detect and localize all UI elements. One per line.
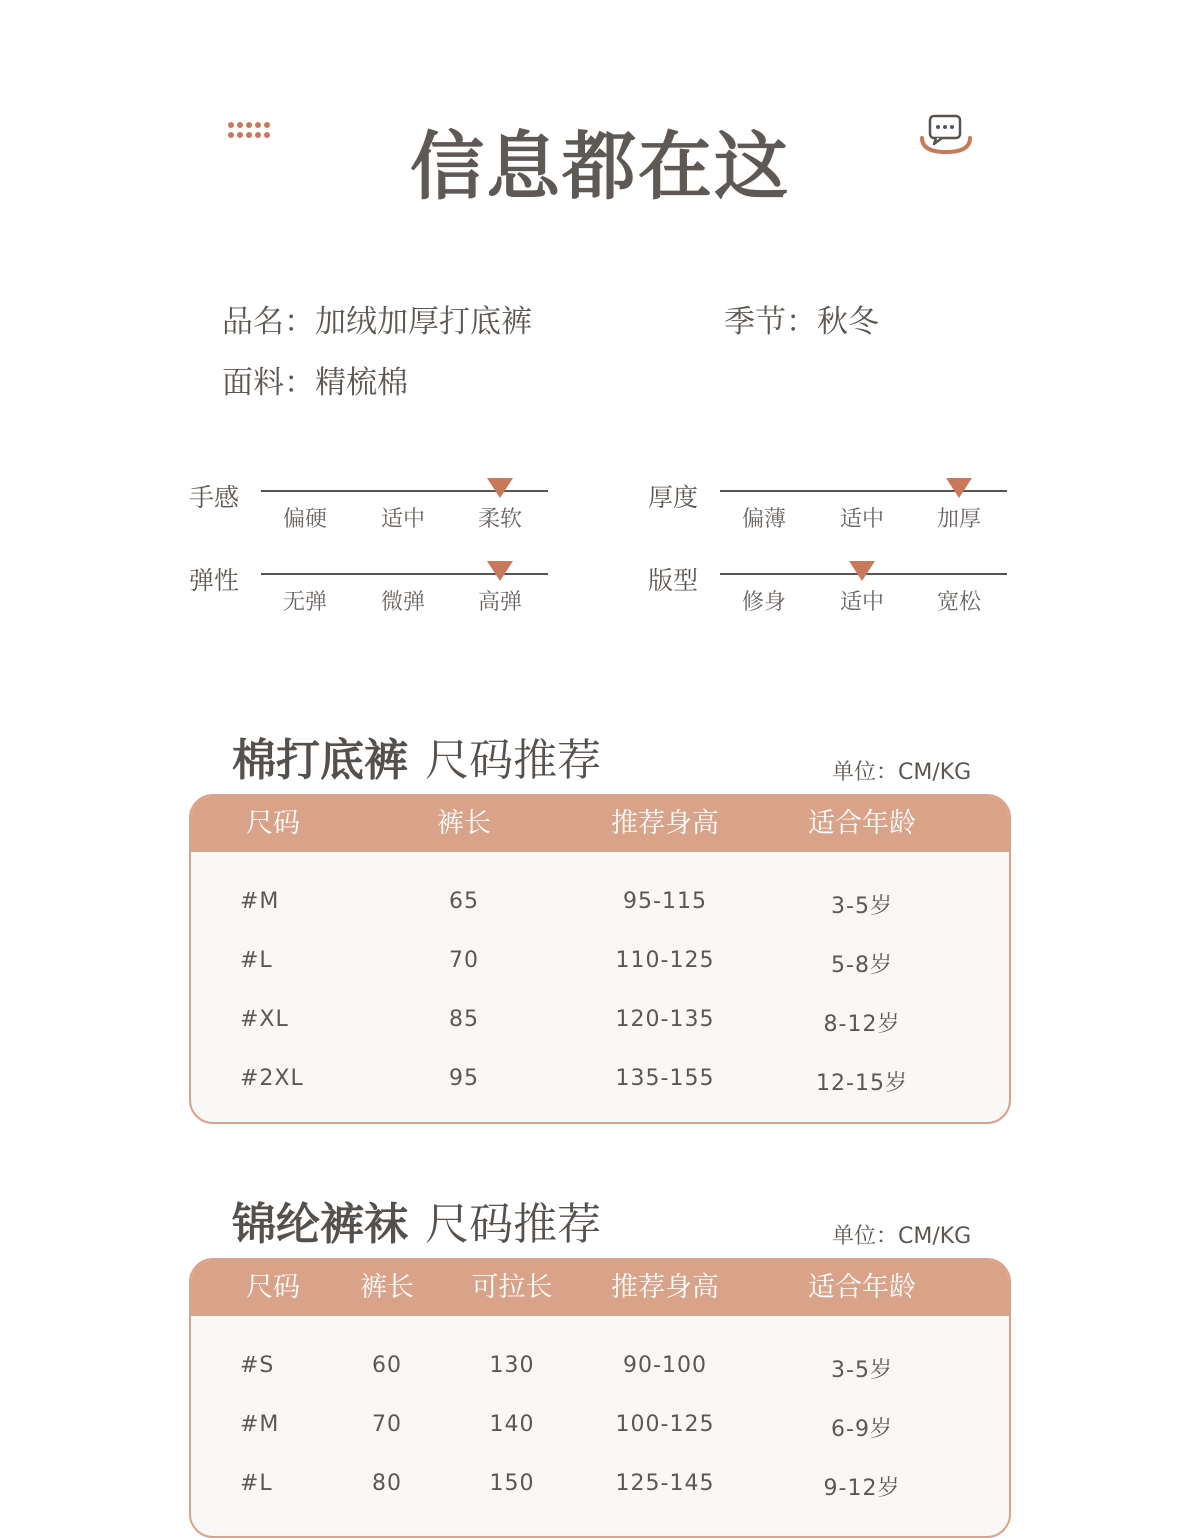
column-header: 裤长 — [360, 1272, 414, 1303]
table-cell: #S — [240, 1353, 275, 1378]
column-header: 裤长 — [437, 808, 491, 839]
table-cell: 70 — [372, 1412, 402, 1437]
scale-option: 加厚 — [936, 507, 981, 532]
table-cell: 12-15岁 — [816, 1071, 908, 1096]
table1-unit: 单位：CM/KG — [832, 760, 972, 785]
table-header — [191, 796, 1009, 852]
scale-option: 偏硬 — [282, 507, 327, 532]
column-header: 推荐身高 — [611, 808, 719, 839]
table1-title-light: 尺码推荐 — [425, 735, 602, 786]
scale-option: 宽松 — [936, 590, 981, 615]
table-cell: 135-155 — [615, 1066, 715, 1091]
table-cell: #L — [240, 948, 273, 973]
scale-label: 弹性 — [189, 566, 240, 595]
scale-option: 适中 — [380, 507, 425, 532]
table-cell: 85 — [449, 1007, 479, 1032]
scale-option: 高弹 — [477, 590, 522, 615]
table-cell: 110-125 — [615, 948, 715, 973]
table-cell: 3-5岁 — [831, 894, 893, 919]
page-title: 信息都在这 — [410, 124, 790, 210]
scale-option: 偏薄 — [741, 507, 786, 532]
chat-bubble-icon — [918, 112, 974, 158]
scale-label: 厚度 — [648, 483, 699, 512]
table-cell: 9-12岁 — [823, 1476, 901, 1501]
scale-option: 适中 — [839, 590, 884, 615]
table2-unit: 单位：CM/KG — [832, 1224, 972, 1249]
scale-marker-icon — [849, 561, 875, 581]
table-cell: 6-9岁 — [831, 1417, 893, 1442]
scale-marker-icon — [946, 478, 972, 498]
table-cell: 150 — [489, 1471, 535, 1496]
table-cell: 3-5岁 — [831, 1358, 893, 1383]
product-season: 季节：秋冬 — [724, 304, 879, 340]
table-cell: #2XL — [240, 1066, 304, 1091]
column-header: 适合年龄 — [808, 1272, 916, 1303]
scale-option: 微弹 — [380, 590, 425, 615]
product-fabric: 面料：精梳棉 — [222, 365, 408, 401]
table-cell: 8-12岁 — [823, 1012, 901, 1037]
table-cell: #M — [240, 889, 280, 914]
table-header — [191, 1260, 1009, 1316]
size-table-2 — [189, 1258, 1011, 1538]
column-header: 尺码 — [246, 808, 300, 839]
scale-marker-icon — [487, 478, 513, 498]
table-cell: 120-135 — [615, 1007, 715, 1032]
scale-option: 无弹 — [282, 590, 327, 615]
scale-label: 手感 — [189, 483, 240, 512]
product-name: 品名：加绒加厚打底裤 — [222, 304, 532, 340]
table2-title-light: 尺码推荐 — [425, 1199, 602, 1250]
scale-label: 版型 — [648, 566, 699, 595]
column-header: 尺码 — [246, 1272, 300, 1303]
table-cell: 5-8岁 — [831, 953, 893, 978]
table-cell: 125-145 — [615, 1471, 715, 1496]
table-cell: #M — [240, 1412, 280, 1437]
table-cell: 100-125 — [615, 1412, 715, 1437]
table-cell: 90-100 — [623, 1353, 707, 1378]
table2-title-bold: 锦纶裤袜 — [232, 1199, 408, 1250]
table-cell: 95 — [449, 1066, 479, 1091]
table-cell: 140 — [489, 1412, 535, 1437]
scale-marker-icon — [487, 561, 513, 581]
table-cell: 60 — [372, 1353, 402, 1378]
size-table-1 — [189, 794, 1011, 1124]
table-cell: #XL — [240, 1007, 289, 1032]
column-header: 推荐身高 — [611, 1272, 719, 1303]
scale-option: 适中 — [839, 507, 884, 532]
table1-title-bold: 棉打底裤 — [232, 735, 408, 786]
table-cell: 70 — [449, 948, 479, 973]
table-cell: 130 — [489, 1353, 535, 1378]
table-cell: 80 — [372, 1471, 402, 1496]
table-cell: 95-115 — [623, 889, 707, 914]
scale-option: 柔软 — [477, 507, 522, 532]
column-header: 适合年龄 — [808, 808, 916, 839]
column-header: 可拉长 — [471, 1272, 553, 1303]
scale-option: 修身 — [741, 590, 786, 615]
table-cell: #L — [240, 1471, 273, 1496]
table-cell: 65 — [449, 889, 479, 914]
